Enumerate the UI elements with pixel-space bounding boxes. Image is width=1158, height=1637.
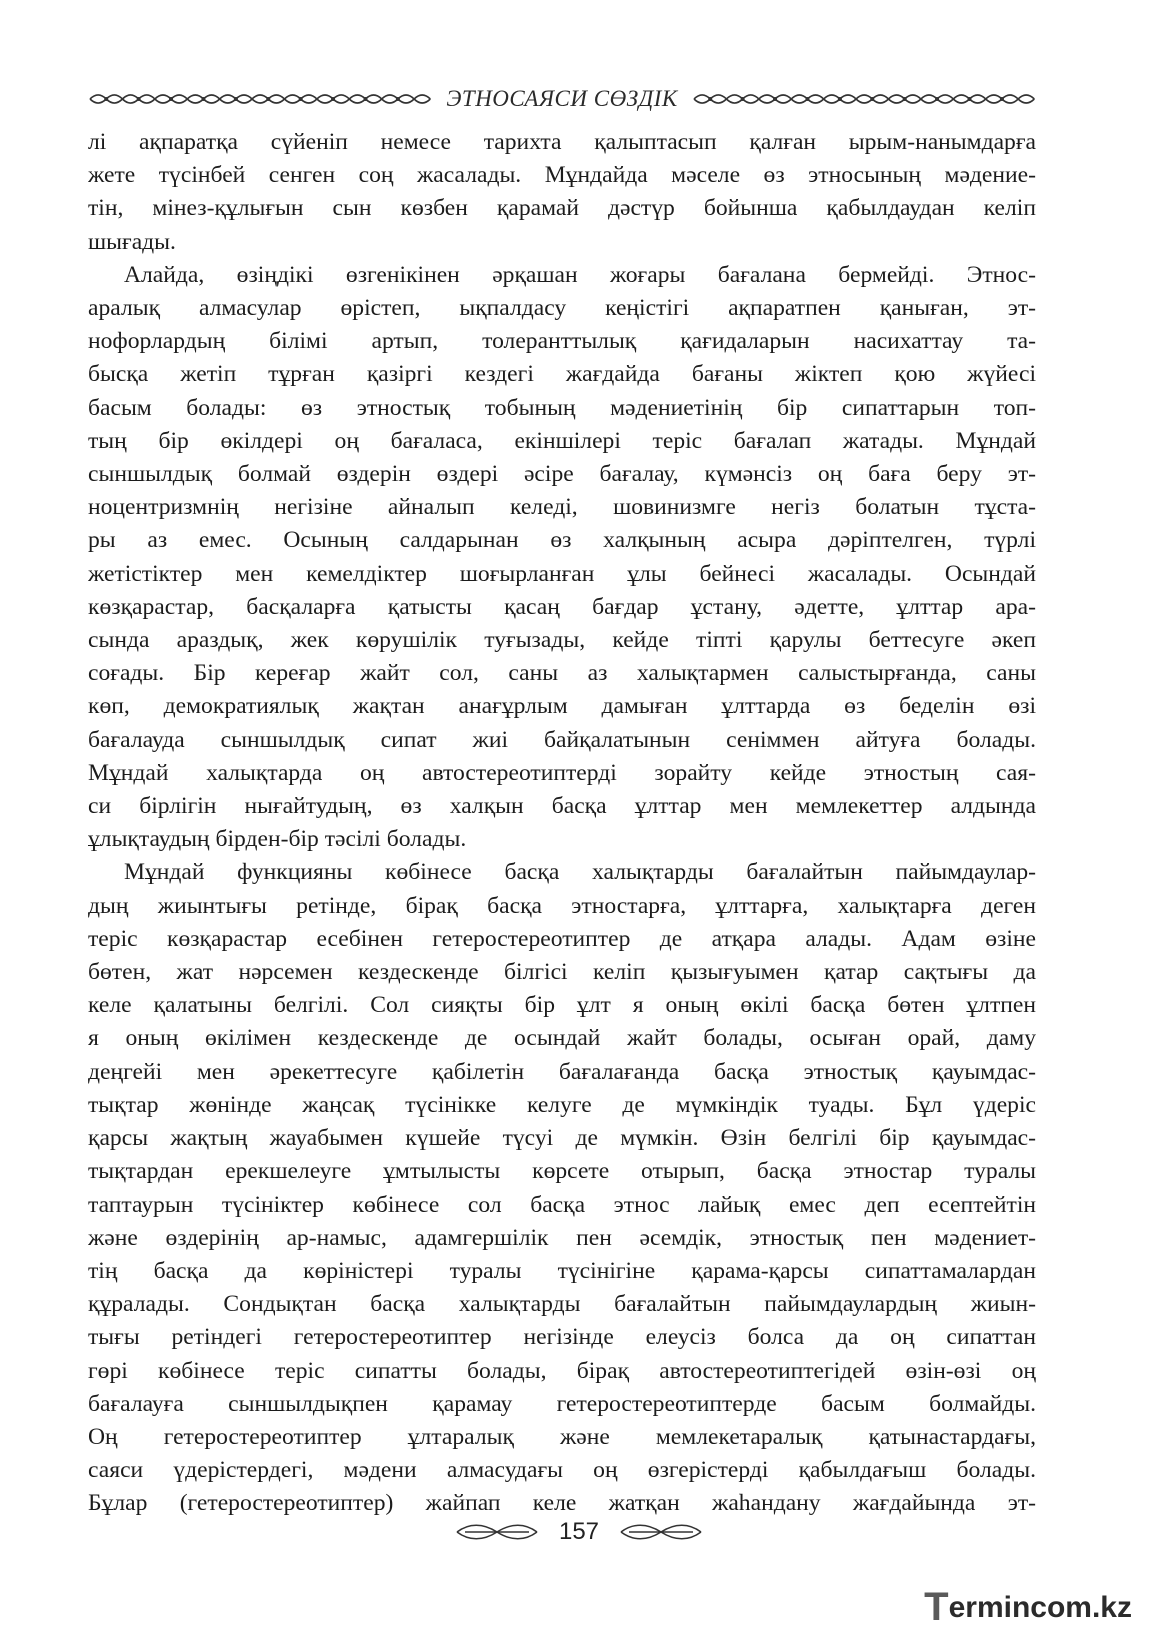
text-line: дың жиынтығы ретінде, бірақ басқа этностарға, ұлттарға, халықтарға деген	[88, 892, 1036, 919]
text-line: көзқарастар, басқаларға қатысты қасаң бағдар ұстану, әдетте, ұлттар ара-	[88, 593, 1036, 620]
text-line: тығы ретіндегі гетеростереотиптер негізінде елеусіз болса да оң сипаттан	[88, 1324, 1036, 1351]
text-line: бөтен, жат нәрсемен кездескенде білгісі келіп қызығуымен қатар сақтығы да	[88, 959, 1036, 986]
text-line: саяси үдерістердегі, мәдени алмасудағы оң өзгерістерді қабылдағыш болады.	[88, 1457, 1036, 1484]
ornament-left-icon	[88, 90, 432, 108]
text-line: Мұндай халықтарда оң автостереотиптерді зорайту кейде этностың сая-	[88, 759, 1036, 786]
text-line: тықтардан ерекшелеуге ұмтылысты көрсете отырып, басқа этностар туралы	[88, 1158, 1036, 1185]
text-line: тің басқа да көріністері туралы түсінігіне қарама-қарсы сипаттамалардан	[88, 1257, 1036, 1284]
text-line: ры аз емес. Осының салдарынан өз халқының асыра дәріптелген, түрлі	[88, 527, 1036, 554]
text-line: сыншылдық болмай өздерін өздері әсіре бағалау, күмәнсіз оң баға беру эт-	[88, 461, 1036, 488]
text-line: Алайда, өзіңдікі өзгенікінен әрқашан жоғары бағалана бермейді. Этнос-	[124, 261, 1036, 288]
text-line: құралады. Сондықтан басқа халықтарды бағалайтын пайымдаулардың жиын-	[88, 1291, 1036, 1318]
text-line: Бұлар (гетеростереотиптер) жайпап келе жатқан жаһандану жағдайында эт-	[88, 1490, 1036, 1517]
text-line: шығады.	[88, 228, 176, 255]
text-line: тін, мінез-құлығын сын көзбен қарамай дәстүр бойынша қабылдаудан келіп	[88, 195, 1036, 222]
text-line: соғады. Бір кереғар жайт сол, саны аз халықтармен салыстырғанда, саны	[88, 660, 1036, 687]
text-line: жетістіктер мен кемелдіктер шоғырланған ұлы бейнесі жасалады. Осындай	[88, 560, 1036, 587]
running-header	[88, 86, 1036, 112]
watermark-text: ermincom.kz	[948, 1590, 1132, 1624]
watermark-logo	[924, 1585, 1132, 1630]
text-line: гөрі көбінесе теріс сипатты болады, бірақ автостереотиптегідей өзін-өзі оң	[88, 1357, 1036, 1384]
text-line: ұлықтаудың бірден-бір тәсілі болады.	[88, 826, 467, 853]
page-number: 157	[558, 1518, 600, 1545]
text-line: си бірлігін нығайтудың, өз халқын басқа ұлттар мен мемлекеттер алдында	[88, 793, 1036, 820]
text-line: ноцентризмнің негізіне айналып келеді, шовинизмге негіз болатын тұста-	[88, 494, 1036, 521]
paragraph	[88, 856, 1036, 1520]
ornament-right-icon	[692, 90, 1036, 108]
text-line: тықтар жөнінде жаңсақ түсінікке келуге де мүмкіндік туады. Бұл үдеріс	[88, 1091, 1036, 1118]
text-line: көп, демократиялық жақтан анағұрлым дамыған ұлттарда өз беделін өзі	[88, 693, 1036, 720]
text-line: таптаурын түсініктер көбінесе сол басқа этнос лайық емес деп есептейтін	[88, 1191, 1036, 1218]
text-line: бағалауға сыншылдықпен қарамау гетеростереотиптерде басым болмайды.	[88, 1390, 1036, 1417]
flourish-left-icon	[455, 1521, 539, 1543]
paragraph	[88, 259, 1036, 857]
text-line: лі ақпаратқа сүйеніп немесе тарихта қалыптасып қалған ырым-нанымдарға	[88, 129, 1036, 155]
body-text	[88, 126, 1036, 1521]
text-line: және өздерінің ар-намыс, адамгершілік пен әсемдік, этностық пен мәдениет-	[88, 1224, 1036, 1251]
text-line: Оң гетеростереотиптер ұлтаралық және мемлекетаралық қатынастардағы,	[88, 1423, 1036, 1450]
text-line: я оның өкілімен кездескенде де осындай жайт болады, осыған орай, даму	[88, 1025, 1036, 1052]
text-line: деңгейі мен әрекеттесуге қабілетін бағалағанда басқа этностық қауымдас-	[88, 1058, 1036, 1085]
text-line: теріс көзқарастар есебінен гетеростереотиптер де атқара алады. Адам өзіне	[88, 925, 1036, 952]
text-line: тың бір өкілдері оң бағаласа, екіншілері теріс бағалап жатады. Мұндай	[88, 427, 1036, 454]
text-line: Мұндай функцияны көбінесе басқа халықтарды бағалайтын пайымдаулар-	[124, 859, 1036, 886]
header-title: ЭТНОСАЯСИ СӨЗДІК	[446, 86, 678, 111]
text-line: басым болады: өз этностық тобының мәдениетінің бір сипаттарын топ-	[88, 394, 1036, 421]
text-line: нофорлардың білімі артып, толеранттылық қағидаларын насихаттау та-	[88, 328, 1036, 355]
text-line: жете түсінбей сенген соң жасалады. Мұндайда мәселе өз этносының мәдение-	[88, 162, 1036, 189]
text-line: бағалауда сыншылдық сипат жиі байқалатынын сеніммен айтуға болады.	[88, 726, 1036, 753]
page-footer	[0, 1515, 1158, 1549]
paragraph	[88, 126, 1036, 259]
watermark-initial: T	[924, 1585, 949, 1629]
flourish-right-icon	[619, 1521, 703, 1543]
text-line: сында араздық, жек көрушілік туғызады, кейде тіпті қарулы беттесуге әкеп	[88, 627, 1036, 654]
text-line: келе қалатыны белгілі. Сол сияқты бір ұлт я оның өкілі басқа бөтен ұлтпен	[88, 992, 1036, 1019]
text-line: бысқа жетіп тұрған қазіргі кездегі жағдайда бағаны жіктеп қою жүйесі	[88, 361, 1036, 388]
text-line: аралық алмасулар өрістеп, ықпалдасу кеңістігі ақпаратпен қаныған, эт-	[88, 295, 1036, 322]
text-line: қарсы жақтың жауабымен күшейе түсуі де мүмкін. Өзін белгілі бір қауымдас-	[88, 1125, 1036, 1152]
